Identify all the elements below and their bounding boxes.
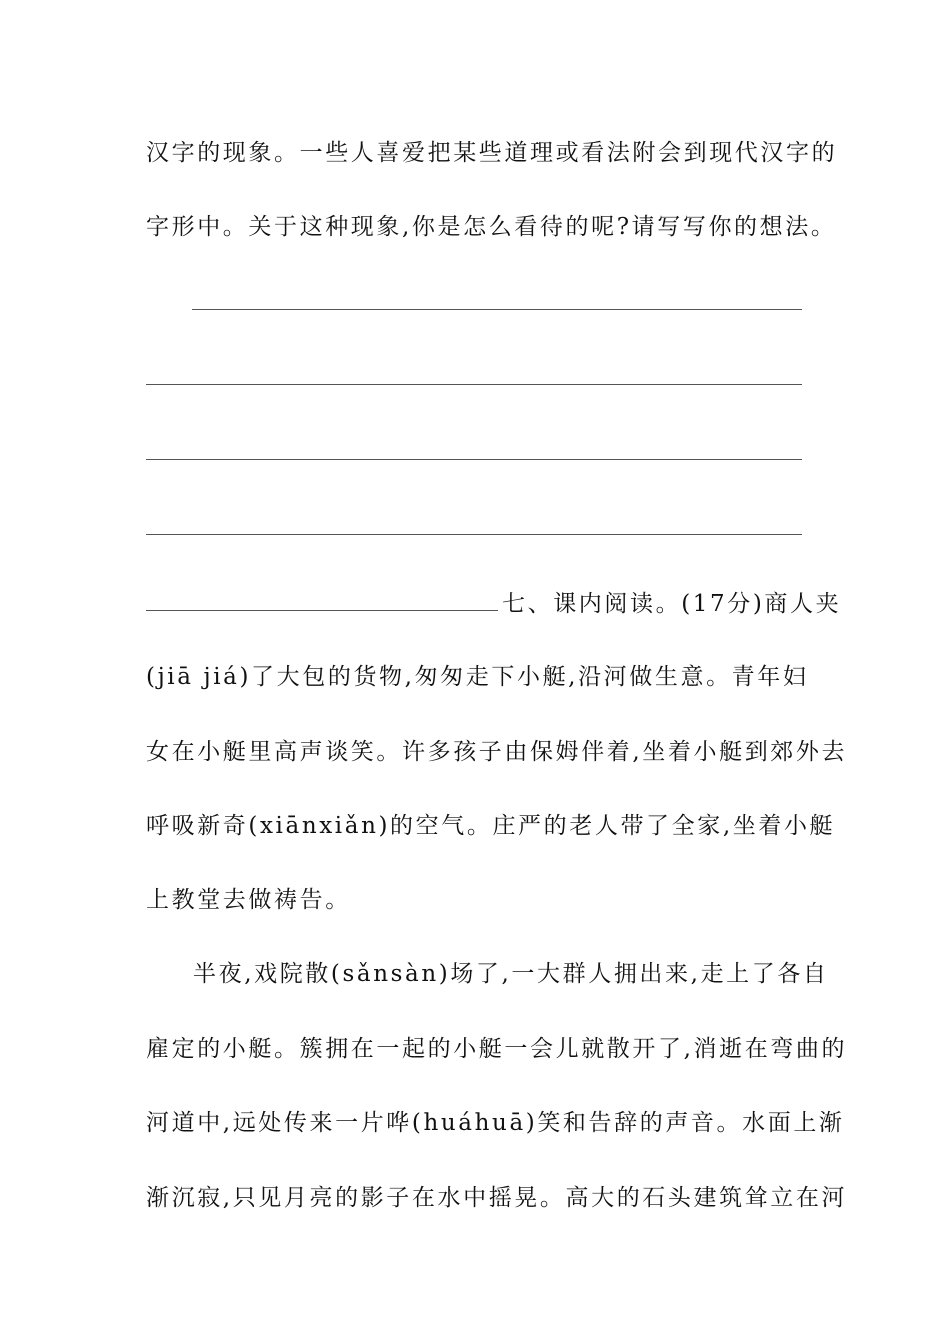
- section-7-line: [146, 588, 841, 619]
- intro-line-1: 汉字的现象。一些人喜爱把某些道理或看法附会到现代汉字的: [146, 140, 838, 166]
- passage-p1-line-1: (jiā jiá)了大包的货物,匆匆走下小艇,沿河做生意。青年妇: [146, 664, 809, 690]
- passage-p1-line-4: 上教堂去做祷告。: [146, 887, 351, 913]
- answer-line-4[interactable]: [146, 534, 802, 535]
- passage-p2-line-1: 半夜,戏院散(sǎnsàn)场了,一大群人拥出来,走上了各自: [193, 961, 829, 987]
- answer-line-2[interactable]: [146, 384, 802, 385]
- passage-p2-line-4: 渐沉寂,只见月亮的影子在水中摇晃。高大的石头建筑耸立在河: [146, 1185, 848, 1211]
- passage-p2-line-2: 雇定的小艇。簇拥在一起的小艇一会儿就散开了,消逝在弯曲的: [146, 1036, 848, 1062]
- answer-line-3[interactable]: [146, 459, 802, 460]
- answer-line-1[interactable]: [192, 309, 802, 310]
- intro-line-2: 字形中。关于这种现象,你是怎么看待的呢?请写写你的想法。: [146, 214, 837, 240]
- section-7-heading: 七、课内阅读。(17分)商人夹: [502, 591, 842, 617]
- passage-p1-line-2: 女在小艇里高声谈笑。许多孩子由保姆伴着,坐着小艇到郊外去: [146, 739, 848, 765]
- passage-p1-line-3: 呼吸新奇(xiānxiǎn)的空气。庄严的老人带了全家,坐着小艇: [146, 813, 836, 839]
- answer-blank-inline[interactable]: [146, 588, 498, 611]
- passage-p2-line-3: 河道中,远处传来一片哗(huáhuā)笑和告辞的声音。水面上渐: [146, 1110, 845, 1136]
